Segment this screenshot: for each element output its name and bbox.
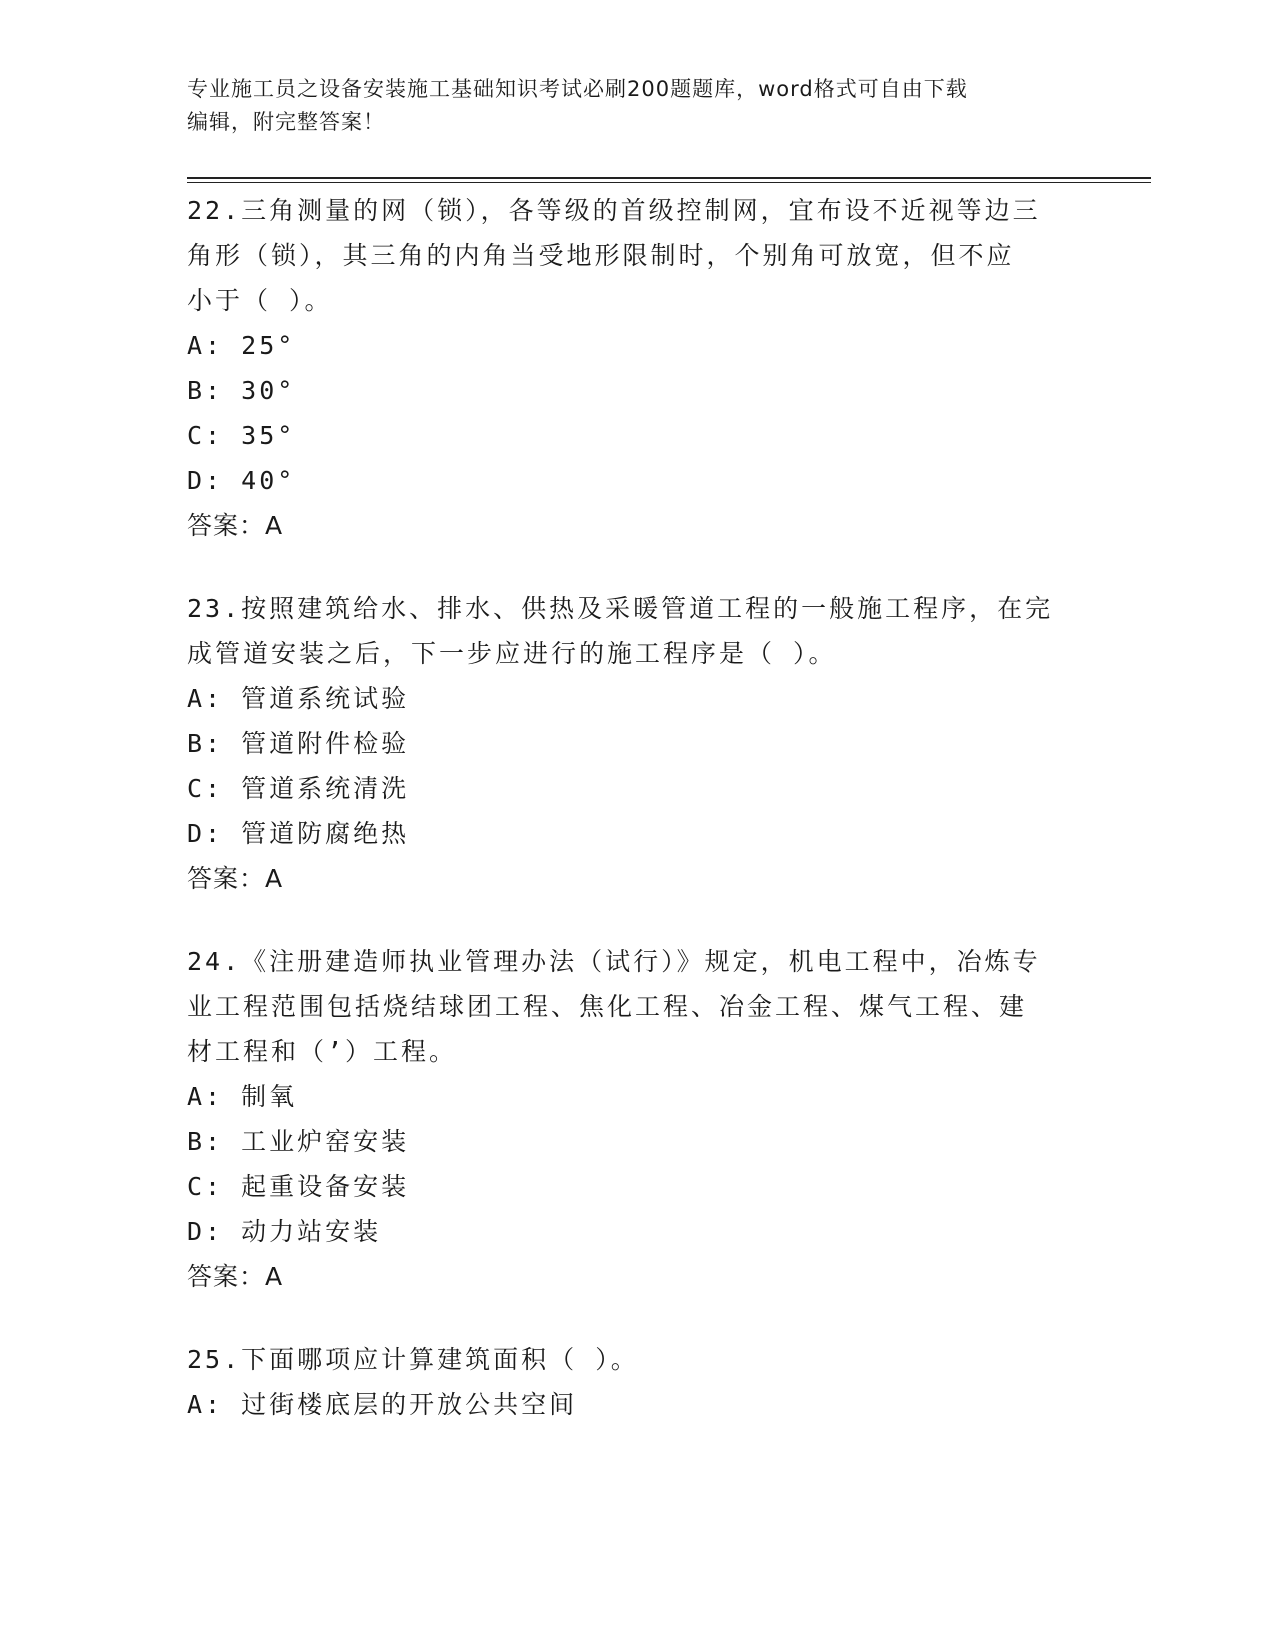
option-a: A: 过街楼底层的开放公共空间: [187, 1390, 578, 1419]
option-d: D: 管道防腐绝热: [187, 819, 410, 848]
option-b: B: 管道附件检验: [187, 729, 410, 758]
question-stem: 24.《注册建造师执业管理办法（试行）》规定，机电工程中，冶炼专: [187, 947, 1041, 976]
question-list: [187, 188, 1087, 1427]
question-stem: 25.下面哪项应计算建筑面积（ ）。: [187, 1345, 639, 1374]
header-divider-thick: [187, 177, 1151, 179]
question-24: [187, 939, 1087, 1299]
option-b: B: 30°: [187, 376, 296, 405]
question-spacer: [187, 548, 1087, 586]
document-header: [187, 73, 1087, 139]
option-c: C: 35°: [187, 421, 296, 450]
answer-line: 答案：A: [187, 864, 284, 893]
option-a: A: 管道系统试验: [187, 684, 410, 713]
question-stem: 材工程和（’）工程。: [187, 1037, 458, 1066]
header-line-2: 编辑，附完整答案！: [187, 110, 385, 134]
answer-line: 答案：A: [187, 511, 284, 540]
option-c: C: 起重设备安装: [187, 1172, 410, 1201]
option-d: D: 动力站安装: [187, 1217, 382, 1246]
question-spacer: [187, 901, 1087, 939]
option-d: D: 40°: [187, 466, 296, 495]
answer-line: 答案：A: [187, 1262, 284, 1291]
question-stem: 业工程范围包括烧结球团工程、焦化工程、冶金工程、煤气工程、建: [187, 992, 1028, 1021]
question-stem: 成管道安装之后，下一步应进行的施工程序是（ ）。: [187, 639, 837, 668]
question-spacer: [187, 1299, 1087, 1337]
option-a: A: 制氧: [187, 1082, 298, 1111]
header-line-1: 专业施工员之设备安装施工基础知识考试必刷200题题库，word格式可自由下载: [187, 77, 968, 101]
question-stem: 22.三角测量的网（锁），各等级的首级控制网，宜布设不近视等边三: [187, 196, 1041, 225]
option-a: A: 25°: [187, 331, 296, 360]
question-25: [187, 1337, 1087, 1427]
question-stem: 小于（ ）。: [187, 286, 333, 315]
question-22: [187, 188, 1087, 548]
option-b: B: 工业炉窑安装: [187, 1127, 410, 1156]
question-stem: 角形（锁），其三角的内角当受地形限制时，个别角可放宽，但不应: [187, 241, 1015, 270]
question-23: [187, 586, 1087, 901]
header-divider-thin: [187, 182, 1151, 183]
question-stem: 23.按照建筑给水、排水、供热及采暖管道工程的一般施工程序，在完: [187, 594, 1054, 623]
option-c: C: 管道系统清洗: [187, 774, 410, 803]
